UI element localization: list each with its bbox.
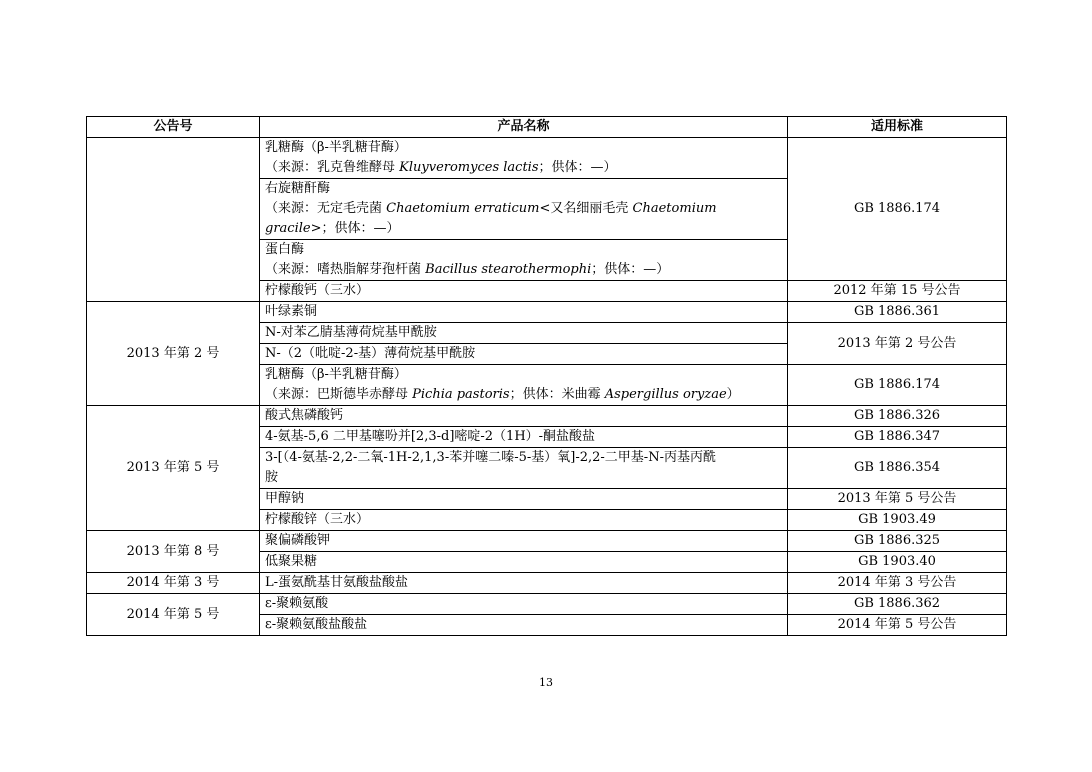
product-cell: 低聚果糖 [260, 552, 788, 573]
product-cell: N-（2（吡啶-2-基）薄荷烷基甲酰胺 [260, 344, 788, 365]
standard-cell: 2014 年第 3 号公告 [788, 573, 1007, 594]
product-cell: L-蛋氨酰基甘氨酸盐酸盐 [260, 573, 788, 594]
product-cell: ε-聚赖氨酸 [260, 594, 788, 615]
standard-cell: GB 1886.174 [788, 138, 1007, 281]
standard-cell: GB 1903.40 [788, 552, 1007, 573]
standard-cell: GB 1886.362 [788, 594, 1007, 615]
product-cell: 蛋白酶 （来源：嗜热脂解芽孢杆菌 Bacillus stearothermophi；供体：—） [260, 240, 788, 281]
standard-cell: 2013 年第 5 号公告 [788, 489, 1007, 510]
product-cell: 柠檬酸锌（三水） [260, 510, 788, 531]
standard-cell: GB 1903.49 [788, 510, 1007, 531]
standard-cell: GB 1886.326 [788, 406, 1007, 427]
announcement-cell: 2014 年第 3 号 [87, 573, 260, 594]
product-cell: 乳糖酶（β-半乳糖苷酶） （来源：巴斯德毕赤酵母 Pichia pastoris；供体：米曲霉 Aspergillus oryzae） [260, 365, 788, 406]
table-row [87, 531, 1007, 552]
food-additive-table [86, 116, 1007, 636]
announcement-cell-blank [87, 138, 260, 302]
standard-cell: GB 1886.354 [788, 448, 1007, 489]
product-cell: 4-氨基-5,6 二甲基噻吩并[2,3-d]嘧啶-2（1H）-酮盐酸盐 [260, 427, 788, 448]
table-row [87, 302, 1007, 323]
page-number: 13 [539, 676, 553, 689]
standard-cell: GB 1886.347 [788, 427, 1007, 448]
header-product-name: 产品名称 [260, 117, 788, 138]
product-cell: 聚偏磷酸钾 [260, 531, 788, 552]
standard-cell: 2013 年第 2 号公告 [788, 323, 1007, 365]
standard-cell: 2012 年第 15 号公告 [788, 281, 1007, 302]
product-cell: 乳糖酶（β-半乳糖苷酶） （来源：乳克鲁维酵母 Kluyveromyces lactis；供体：—） [260, 138, 788, 179]
table-row [87, 594, 1007, 615]
header-standard: 适用标准 [788, 117, 1007, 138]
table-row [87, 406, 1007, 427]
product-cell: 柠檬酸钙（三水） [260, 281, 788, 302]
standard-cell: GB 1886.325 [788, 531, 1007, 552]
product-cell: 叶绿素铜 [260, 302, 788, 323]
table-row [87, 573, 1007, 594]
announcement-cell: 2013 年第 8 号 [87, 531, 260, 573]
product-cell: N-对苯乙腈基薄荷烷基甲酰胺 [260, 323, 788, 344]
standard-cell: GB 1886.174 [788, 365, 1007, 406]
product-cell: 酸式焦磷酸钙 [260, 406, 788, 427]
announcement-cell: 2013 年第 5 号 [87, 406, 260, 531]
standard-cell: 2014 年第 5 号公告 [788, 615, 1007, 636]
product-cell: 甲醇钠 [260, 489, 788, 510]
announcement-cell: 2014 年第 5 号 [87, 594, 260, 636]
standard-cell: GB 1886.361 [788, 302, 1007, 323]
product-cell: 3-[（4-氨基-2,2-二氧-1H-2,1,3-苯并噻二嗪-5-基）氧]-2,2-二甲基-N-丙基丙酰 胺 [260, 448, 788, 489]
product-cell: ε-聚赖氨酸盐酸盐 [260, 615, 788, 636]
product-cell: 右旋糖酐酶 （来源：无定毛壳菌 Chaetomium erraticum<又名细丽毛壳 Chaetomium gracile>；供体：—） [260, 179, 788, 240]
announcement-cell: 2013 年第 2 号 [87, 302, 260, 406]
table-header-row [87, 117, 1007, 138]
header-announcement: 公告号 [87, 117, 260, 138]
table-row [87, 138, 1007, 179]
